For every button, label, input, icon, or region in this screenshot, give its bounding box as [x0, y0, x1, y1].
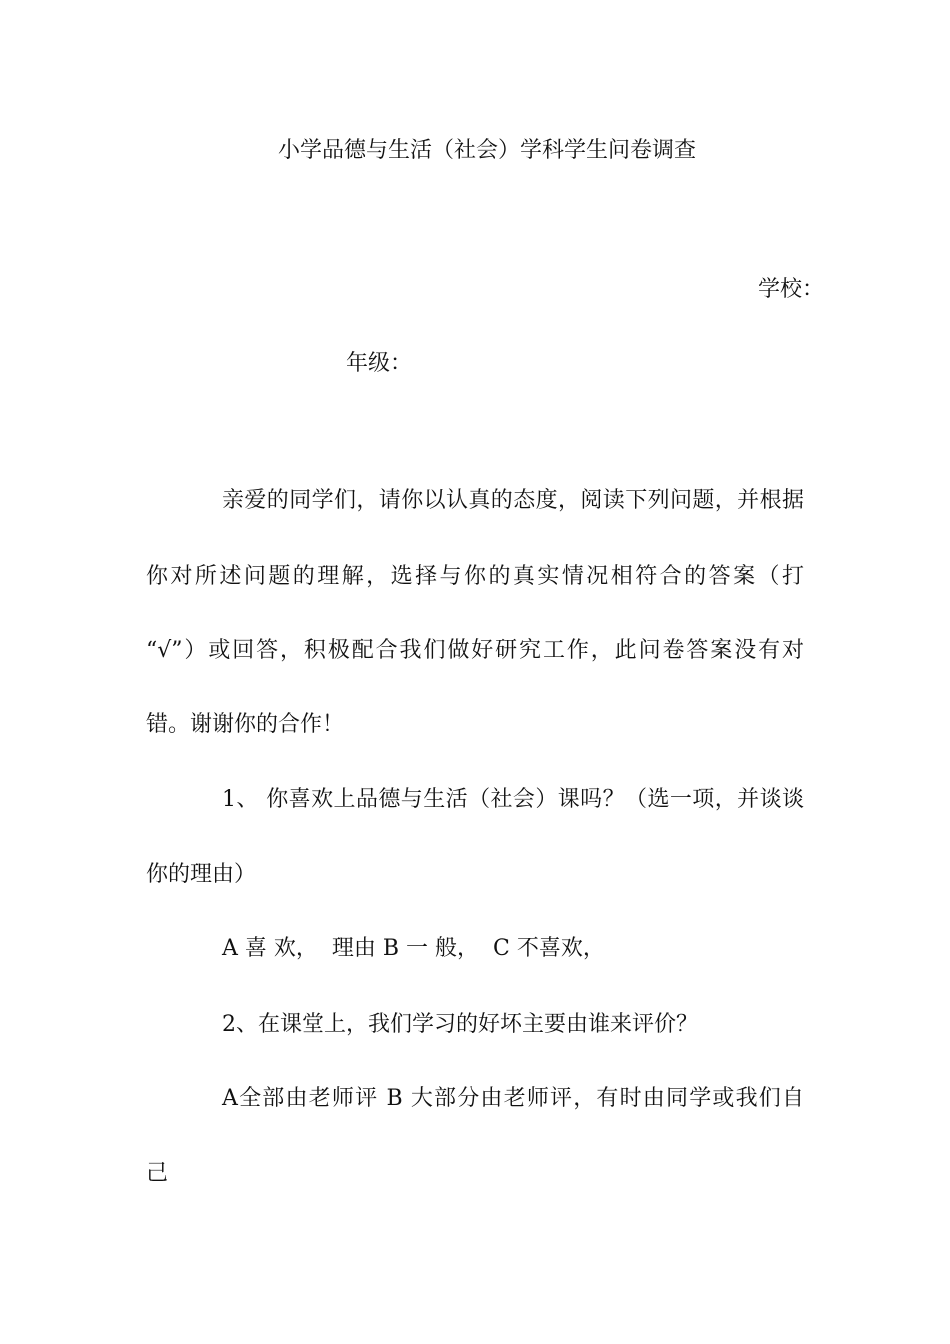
school-label: 学校：	[758, 277, 825, 302]
intro-line: 你对所述问题的理解，选择与你的真实情况相符合的答案（打	[146, 564, 804, 589]
question-1-prompt: 1、 你喜欢上品德与生活（社会）课吗？（选一项，并谈谈	[222, 787, 804, 812]
question-2-prompt: 2、在课堂上，我们学习的好坏主要由谁来评价？	[222, 1012, 698, 1037]
question-1-options: A 喜 欢， 理由 B 一 般， C 不喜欢，	[222, 936, 605, 961]
question-2-options: A全部由老师评 B 大部分由老师评，有时由同学或我们自	[222, 1086, 804, 1111]
intro-line: “√”）或回答，积极配合我们做好研究工作，此问卷答案没有对	[146, 638, 804, 663]
grade-label: 年级：	[346, 351, 413, 376]
question-1-prompt-continued: 你的理由）	[146, 862, 257, 887]
question-2-options-continued: 己	[146, 1161, 169, 1186]
intro-line: 错。谢谢你的合作！	[146, 712, 345, 737]
intro-line: 亲爱的同学们，请你以认真的态度，阅读下列问题，并根据	[222, 488, 804, 513]
document-title: 小学品德与生活（社会）学科学生问卷调查	[278, 138, 697, 163]
